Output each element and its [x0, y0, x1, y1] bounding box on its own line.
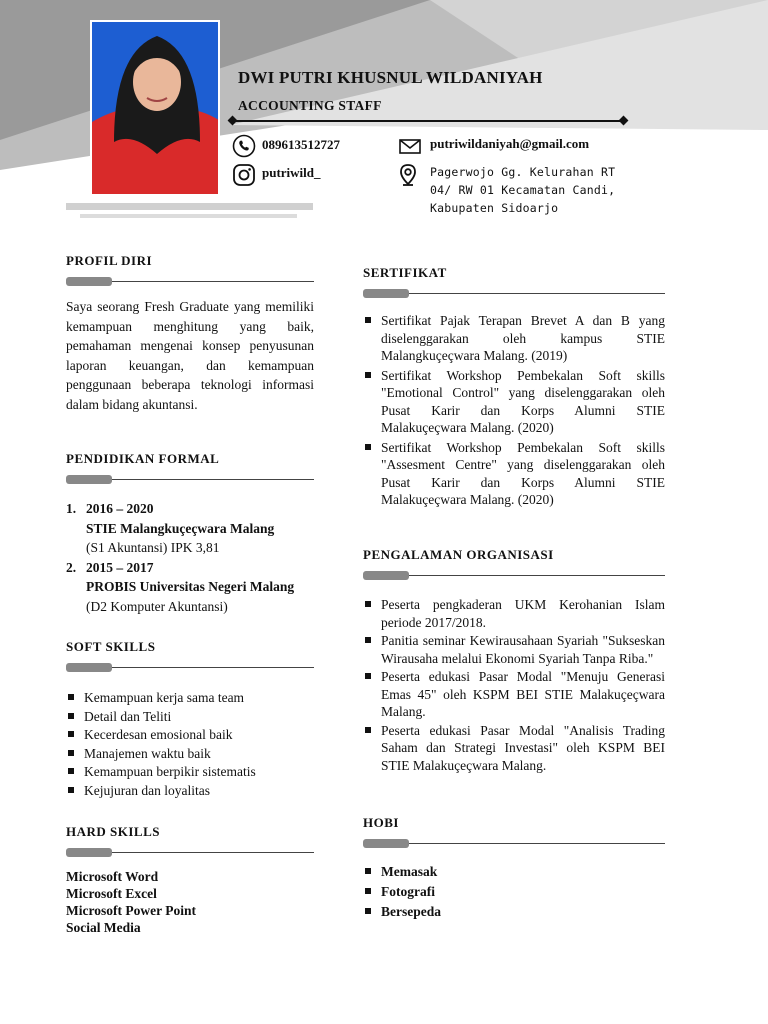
section-divider	[66, 663, 314, 673]
address-line: Pagerwojo Gg. Kelurahan RT	[430, 165, 616, 179]
list-item: Peserta edukasi Pasar Modal "Menuju Generasi Emas 45" oleh KSPM BEI STIE Malakuçeçwara Malang.	[363, 668, 665, 721]
list-item: Kemampuan berpikir sistematis	[66, 763, 314, 782]
section-title: PROFIL DIRI	[66, 253, 153, 268]
list-item: Microsoft Power Point	[66, 903, 196, 918]
section-sertifikat	[363, 265, 665, 509]
envelope-icon	[398, 134, 422, 158]
instagram-icon	[232, 163, 256, 187]
list-item: Microsoft Word	[66, 869, 159, 884]
hard-skills-list	[66, 868, 314, 936]
list-item: Kemampuan kerja sama team	[66, 689, 314, 708]
address-line: 04/ RW 01 Kecamatan Candi,	[430, 183, 616, 197]
section-divider	[66, 848, 314, 858]
email-contact	[398, 134, 589, 158]
address-line: Kabupaten Sidoarjo	[430, 201, 559, 215]
education-years: 2015 – 2017	[86, 559, 154, 575]
location-pin-icon	[396, 163, 420, 187]
list-item: Kejujuran dan loyalitas	[66, 782, 314, 801]
email-address: putriwildaniyah@gmail.com	[430, 136, 590, 151]
education-number: 1.	[66, 501, 77, 516]
soft-skills-list	[66, 689, 314, 800]
section-divider	[363, 289, 665, 299]
list-item: Panitia seminar Kewirausahaan Syariah "Sukseskan Wirausaha melalui Ekonomi Syariah Tanpa Riba."	[363, 632, 665, 667]
section-title: HOBI	[363, 815, 399, 830]
phone-icon	[232, 134, 256, 158]
education-item	[66, 558, 314, 617]
decorative-bar	[80, 214, 297, 218]
hobby-list	[363, 862, 665, 922]
education-number: 2.	[66, 559, 77, 575]
list-item: Sertifikat Workshop Pembekalan Soft skills "Emotional Control" yang diselenggarakan oleh Pusat Karir dan Korps Alumni STIE Malakuçeçwara Malang. (2020)	[363, 367, 665, 437]
list-item: Social Media	[66, 920, 141, 935]
section-title: PENGALAMAN ORGANISASI	[363, 547, 554, 562]
section-divider	[363, 839, 665, 849]
section-title: SERTIFIKAT	[363, 265, 447, 280]
section-profil-diri	[66, 253, 314, 414]
instagram-handle: putriwild_	[262, 165, 321, 180]
list-item: Peserta pengkaderan UKM Kerohanian Islam periode 2017/2018.	[363, 596, 665, 631]
section-pendidikan-formal	[66, 451, 314, 616]
section-divider	[363, 571, 665, 581]
profile-summary: Saya seorang Fresh Graduate yang memiliki kemampuan menghitung yang baik, pemahaman mengenai konsep penyusunan laporan keuangan, dan kemampuan penggunaan beberapa teknologi informasi dalam bidang akuntansi.	[66, 299, 314, 412]
education-item	[66, 499, 314, 558]
section-title: SOFT SKILLS	[66, 639, 156, 654]
list-item: Memasak	[363, 862, 665, 882]
section-hobi	[363, 815, 665, 922]
education-school: STIE Malangkuçeçwara Malang	[86, 520, 275, 536]
section-title: PENDIDIKAN FORMAL	[66, 451, 220, 466]
list-item: Sertifikat Workshop Pembekalan Soft skills "Assesment Centre" yang diselenggarakan oleh Pusat Karir dan Korps Alumni STIE Malakuçeçwara Malang. (2020)	[363, 439, 665, 509]
instagram-contact	[232, 163, 321, 187]
phone-number: 089613512727	[262, 137, 340, 152]
list-item: Bersepeda	[363, 902, 665, 922]
list-item: Microsoft Excel	[66, 886, 157, 901]
list-item: Kecerdesan emosional baik	[66, 726, 314, 745]
education-detail: (S1 Akuntansi) IPK 3,81	[86, 540, 220, 555]
section-soft-skills	[66, 639, 314, 800]
list-item: Peserta edukasi Pasar Modal "Analisis Trading Saham dan Strategi Investasi" oleh KSPM BEI STIE Malakuçeçwara Malang.	[363, 722, 665, 775]
profile-photo	[90, 20, 220, 196]
list-item: Fotografi	[363, 882, 665, 902]
education-years: 2016 – 2020	[86, 501, 154, 516]
address-contact	[396, 163, 615, 217]
education-list	[66, 499, 314, 616]
education-school: PROBIS Universitas Negeri Malang	[86, 579, 295, 594]
decorative-bar	[66, 203, 313, 210]
section-title: HARD SKILLS	[66, 824, 160, 839]
section-hard-skills	[66, 824, 314, 936]
organization-list	[363, 596, 665, 774]
candidate-name: DWI PUTRI KHUSNUL WILDANIYAH	[238, 68, 543, 87]
section-divider	[66, 475, 314, 485]
list-item: Sertifikat Pajak Terapan Brevet A dan B yang diselenggarakan oleh kampus STIE Malangkuçeçwara Malang. (2019)	[363, 312, 665, 365]
list-item: Manajemen waktu baik	[66, 745, 314, 764]
address-block	[430, 163, 615, 217]
certificate-list	[363, 312, 665, 509]
name-divider	[232, 120, 624, 122]
list-item: Detail dan Teliti	[66, 708, 314, 727]
education-detail: (D2 Komputer Akuntansi)	[86, 598, 228, 614]
job-title: ACCOUNTING STAFF	[238, 98, 382, 113]
section-pengalaman-organisasi	[363, 547, 665, 774]
phone-contact	[232, 134, 340, 158]
section-divider	[66, 277, 314, 287]
